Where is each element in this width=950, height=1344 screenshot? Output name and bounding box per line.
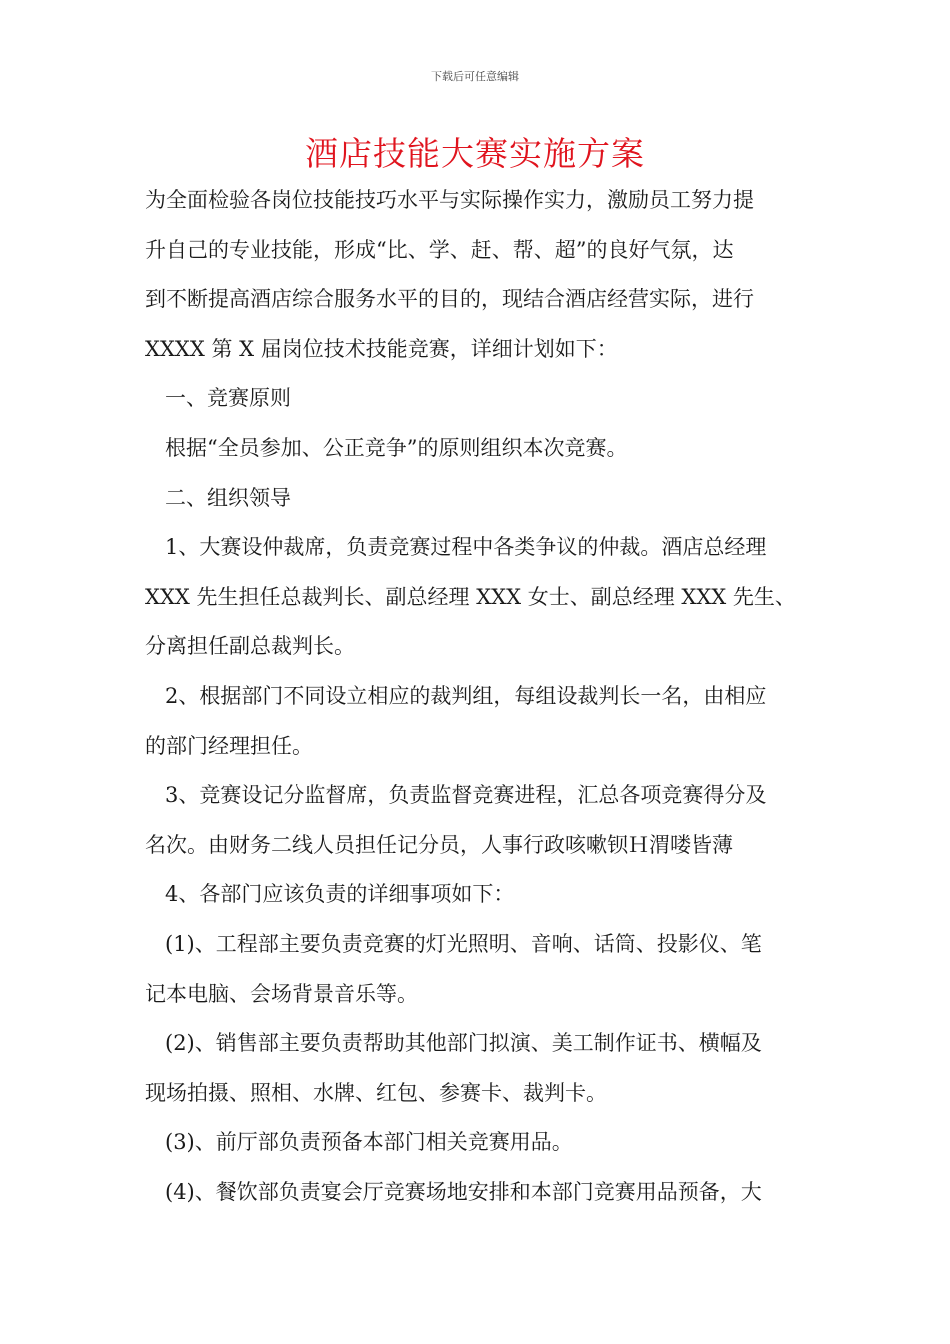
paragraph-line: (3)、前厅部负责预备本部门相关竞赛用品。 xyxy=(165,1130,573,1155)
paragraph-line: (2)、销售部主要负责帮助其他部门拟演、美工制作证书、横幅及 xyxy=(165,1031,762,1056)
paragraph-line: 的部门经理担任。 xyxy=(145,733,313,758)
section-heading: 二、组织领导 xyxy=(165,485,291,510)
paragraph-line: 记本电脑、会场背景音乐等。 xyxy=(145,981,418,1006)
paragraph-line: 升自己的专业技能，形成“比、学、赶、帮、超”的良好气氛，达 xyxy=(145,237,734,262)
paragraph-line: 分离担任副总裁判长。 xyxy=(145,634,355,659)
paragraph-line: 为全面检验各岗位技能技巧水平与实际操作实力，激励员工努力提 xyxy=(145,188,754,212)
paragraph-line: (1)、工程部主要负责竞赛的灯光照明、音响、话筒、投影仪、笔 xyxy=(165,931,762,956)
paragraph-line: 1、大赛设仲裁席，负责竞赛过程中各类争议的仲裁。酒店总经理 xyxy=(165,535,767,560)
document-title: 酒店技能大赛实施方案 xyxy=(305,134,645,173)
header-note: 下载后可任意编辑 xyxy=(431,70,519,83)
paragraph-line: 根据“全员参加、公正竞争”的原则组织本次竞赛。 xyxy=(165,435,628,460)
paragraph-line: 3、竞赛设记分监督席，负责监督竞赛进程，汇总各项竞赛得分及 xyxy=(165,783,767,808)
paragraph-line: 2、根据部门不同设立相应的裁判组，每组设裁判长一名，由相应 xyxy=(165,683,767,708)
paragraph-line: 现场拍摄、照相、水牌、红包、参赛卡、裁判卡。 xyxy=(145,1080,607,1105)
paragraph-line: 到不断提高酒店综合服务水平的目的，现结合酒店经营实际，进行 xyxy=(145,287,754,312)
section-heading: 一、竞赛原则 xyxy=(165,386,291,411)
paragraph-line: XXXX 第 X 届岗位技术技能竞赛，详细计划如下： xyxy=(145,336,618,361)
paragraph-line: (4)、餐饮部负责宴会厅竞赛场地安排和本部门竞赛用品预备，大 xyxy=(165,1179,762,1204)
paragraph-line: 名次。由财务二线人员担任记分员，人事行政咳嗽钡Ｈ渭喽皆薄 xyxy=(145,832,733,857)
paragraph-line: XXX 先生担任总裁判长、副总经理 XXX 女士、副总经理 XXX 先生、 xyxy=(145,584,796,609)
document-body xyxy=(145,176,810,1217)
paragraph-line: 4、各部门应该负责的详细事项如下： xyxy=(165,882,515,907)
